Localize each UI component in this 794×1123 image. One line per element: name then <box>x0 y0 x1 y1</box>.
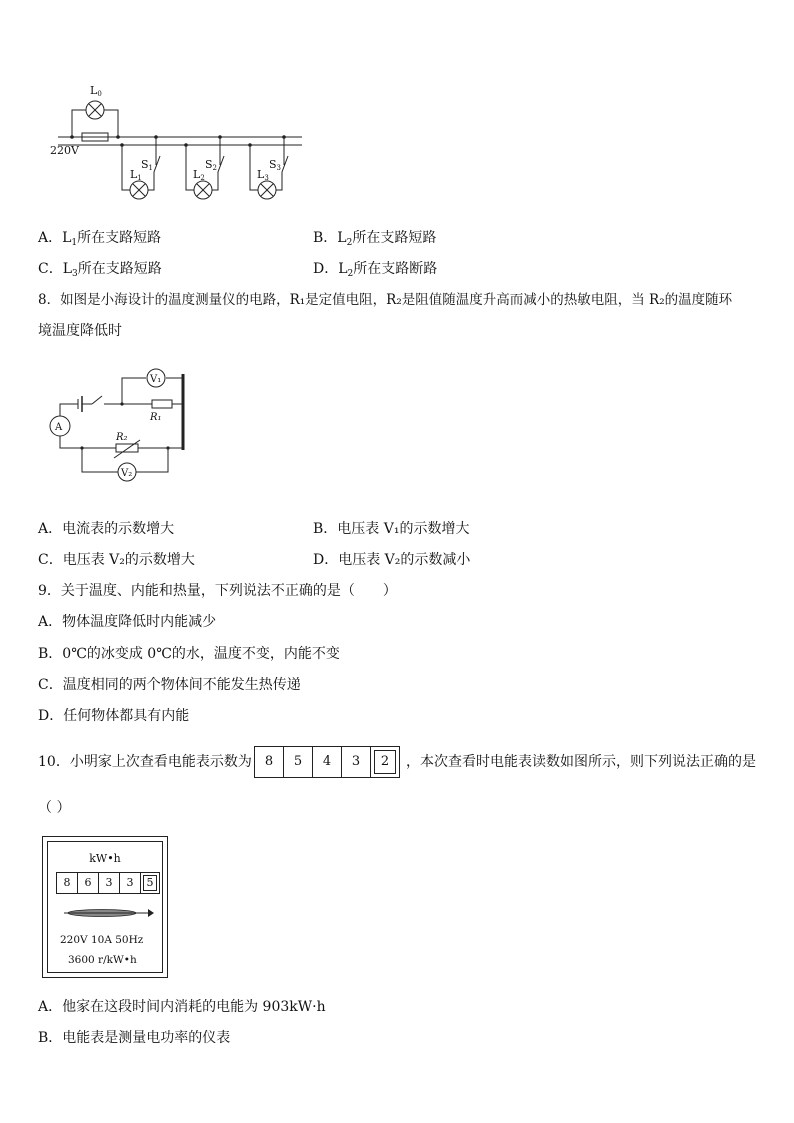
previous-reading-digits <box>254 746 400 778</box>
q7-option-a[interactable]: A．$L_1$所在支路短路 <box>38 230 162 248</box>
q8-stem-line1: 8．如图是小海设计的温度测量仪的电路，R₁是定值电阻，R₂是阻值随温度升高而减小的热敏电阻，当 R₂的温度随环 <box>38 292 733 308</box>
label-s2: S2 <box>205 158 218 172</box>
q8-stem-line2: 境温度降低时 <box>38 323 122 339</box>
voltmeter-v1-label: V₁ <box>150 374 162 385</box>
q10-option-a[interactable]: A．他家在这段时间内消耗的电能为 903kW·h <box>38 999 326 1015</box>
meter-unit: kW•h <box>89 852 121 865</box>
q10-paren: （ ） <box>38 800 71 816</box>
voltmeter-v2-label: V₂ <box>121 468 133 479</box>
circuit-figure-2 <box>40 362 200 492</box>
q7-option-c[interactable]: C．$L_3$所在支路短路 <box>38 261 162 279</box>
label-l3: L3 <box>257 168 269 182</box>
meter-disc-icon <box>62 906 154 920</box>
q7-option-d[interactable]: D．$L_2$所在支路断路 <box>313 261 438 279</box>
label-l2: L2 <box>193 168 205 182</box>
q9-option-c[interactable]: C．温度相同的两个物体间不能发生热传递 <box>38 677 301 693</box>
digit: 5 <box>284 747 313 777</box>
q9-option-a[interactable]: A．物体温度降低时内能减少 <box>38 614 217 630</box>
label-voltage: 220V <box>50 144 79 157</box>
q8-option-d[interactable]: D．电压表 V₂的示数减小 <box>313 552 471 568</box>
q8-option-b[interactable]: B．电压表 V₁的示数增大 <box>313 521 470 537</box>
digit: 3 <box>99 873 120 893</box>
meter-reading <box>56 872 160 894</box>
digit: 4 <box>313 747 342 777</box>
ammeter-label: A <box>55 422 63 433</box>
previous-meter-reading <box>254 746 400 778</box>
q10-stem-post: ，本次查看时电能表读数如图所示，则下列说法正确的是 <box>406 754 756 770</box>
decimal-digit: 2 <box>371 747 399 777</box>
digit: 3 <box>342 747 371 777</box>
q10-option-b[interactable]: B．电能表是测量电功率的仪表 <box>38 1030 231 1046</box>
resistor-r1-label: R₁ <box>150 412 162 423</box>
resistor-r2-label: R₂ <box>116 432 128 443</box>
q9-option-d[interactable]: D．任何物体都具有内能 <box>38 708 190 724</box>
digit: 8 <box>57 873 78 893</box>
circuit-diagram-2 <box>40 362 200 492</box>
q9-option-b[interactable]: B．0℃的冰变成 0℃的水，温度不变，内能不变 <box>38 646 340 662</box>
label-l0: L0 <box>90 84 102 98</box>
electric-meter <box>42 836 168 978</box>
meter-revolutions: 3600 r/kW•h <box>68 954 137 966</box>
q10-stem-pre: 10．小明家上次查看电能表示数为 <box>38 754 252 770</box>
decimal-digit: 5 <box>141 873 159 893</box>
digit: 8 <box>255 747 284 777</box>
circuit-figure-1 <box>40 80 320 210</box>
label-s3: S3 <box>269 158 282 172</box>
digit: 6 <box>78 873 99 893</box>
meter-specs: 220V 10A 50Hz <box>60 934 144 946</box>
label-s1: S1 <box>141 158 154 172</box>
digit: 3 <box>120 873 141 893</box>
q8-option-c[interactable]: C．电压表 V₂的示数增大 <box>38 552 195 568</box>
q9-stem: 9．关于温度、内能和热量，下列说法不正确的是（ ） <box>38 583 397 599</box>
q8-option-a[interactable]: A．电流表的示数增大 <box>38 521 175 537</box>
q7-option-b[interactable]: B．$L_2$所在支路短路 <box>313 230 437 248</box>
circuit-diagram-1 <box>40 80 320 210</box>
label-l1: L1 <box>130 168 142 182</box>
